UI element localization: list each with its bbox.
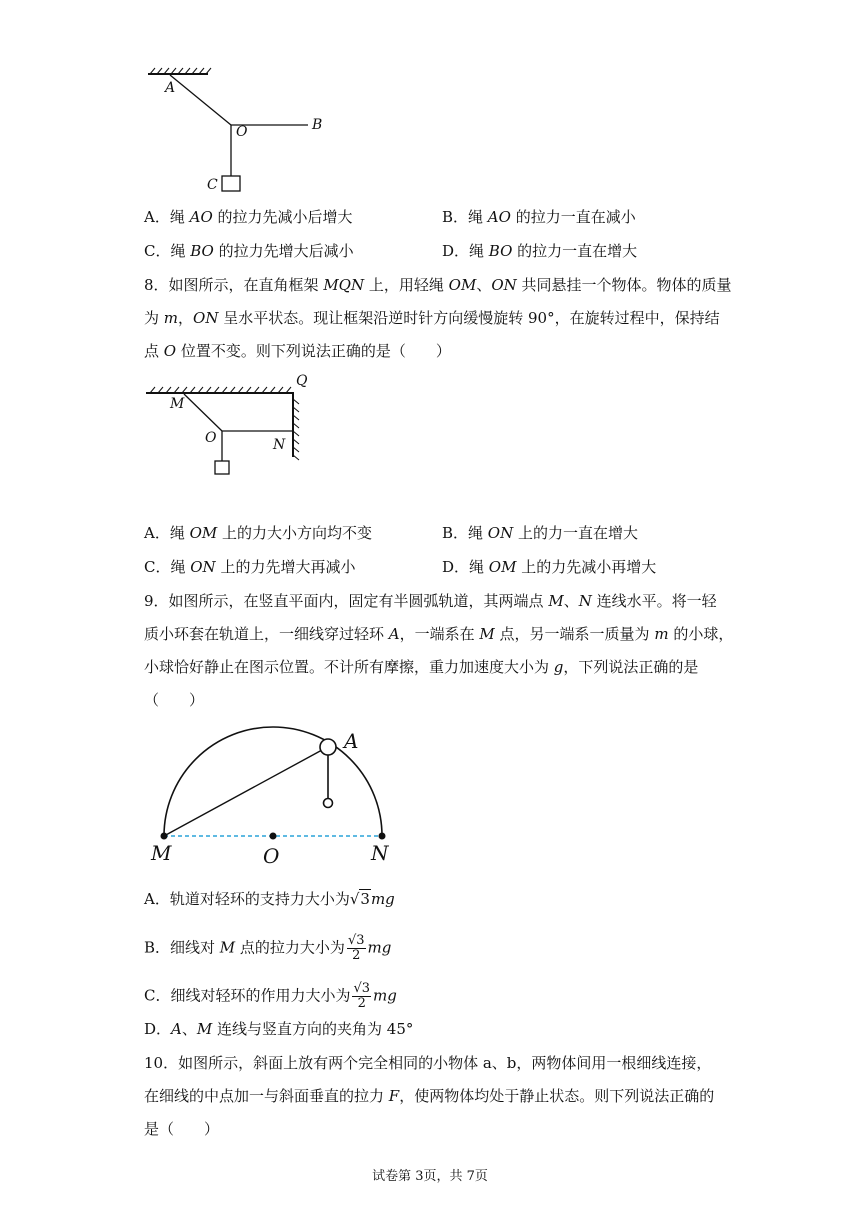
q9-stem-line1: 9．如图所示，在竖直平面内，固定有半圆弧轨道，其两端点 M、N 连线水平。将一轻	[144, 592, 717, 610]
q8-label-q: Q	[296, 373, 308, 389]
q9-point-n	[379, 833, 386, 840]
q10-stem-line1: 10．如图所示，斜面上放有两个完全相同的小物体 a、b，两物体间用一根细线连接，	[144, 1054, 712, 1072]
q9-option-b[interactable]: B．细线对 M 点的拉力大小为 $\frac{√3}{2}$ mg	[144, 933, 392, 963]
q8-label-o: O	[205, 430, 217, 446]
q9-ball	[324, 799, 333, 808]
q9-label-o: O	[263, 844, 280, 868]
q8-option-c[interactable]: C．绳 ON 上的力先增大再减小	[144, 558, 356, 576]
q7-label-c: C	[207, 177, 218, 193]
q9-label-n: N	[371, 841, 389, 865]
q7-label-o: O	[236, 124, 248, 140]
q8-stem-line2: 为 m，ON 呈水平状态。现让框架沿逆时针方向缓慢旋转 90°，在旋转过程中，保持结	[144, 309, 720, 327]
q9-stem-line3: 小球恰好静止在图示位置。不计所有摩擦，重力加速度大小为 g，下列说法正确的是	[144, 658, 699, 676]
q8-option-a[interactable]: A．绳 OM 上的力大小方向均不变	[144, 524, 373, 542]
q8-label-n: N	[273, 437, 286, 453]
page-footer: 试卷第 3页，共 7页	[372, 1169, 488, 1184]
q9-option-c[interactable]: C．细线对轻环的作用力大小为 $\frac{√3}{2}$ mg	[144, 981, 397, 1011]
q9-option-a[interactable]: A．轨道对轻环的支持力大小为√3mg	[144, 890, 395, 908]
q7-label-a: A	[165, 80, 176, 96]
q9-label-m: M	[151, 841, 172, 865]
q9-point-o	[270, 833, 277, 840]
q9-ring-a	[320, 739, 336, 755]
q10-stem-line2: 在细线的中点加一与斜面垂直的拉力 F，使两物体均处于静止状态。则下列说法正确的	[144, 1087, 715, 1105]
q10-stem-line3: 是（ ）	[144, 1120, 220, 1138]
q7-option-b[interactable]: B．绳 AO 的拉力一直在减小	[442, 208, 636, 226]
q9-point-m	[161, 833, 168, 840]
q7-label-b: B	[312, 117, 323, 133]
q9-stem-line2: 质小环套在轨道上，一细线穿过轻环 A，一端系在 M 点，另一端系一质量为 m 的小球，	[144, 625, 734, 643]
q8-option-b[interactable]: B．绳 ON 上的力一直在增大	[442, 524, 639, 542]
q8-label-m: M	[170, 396, 185, 412]
q9-label-a: A	[344, 729, 359, 753]
q8-stem-line3: 点 O 位置不变。则下列说法正确的是（ ）	[144, 342, 451, 360]
q9-diagram	[150, 720, 410, 850]
q7-option-c[interactable]: C．绳 BO 的拉力先增大后减小	[144, 242, 354, 260]
q9-string-ma	[164, 750, 322, 836]
q8-stem-line1: 8．如图所示，在直角框架 MQN 上，用轻绳 OM、ON 共同悬挂一个物体。物体的质量	[144, 276, 732, 294]
q7-option-a[interactable]: A．绳 AO 的拉力先减小后增大	[144, 208, 353, 226]
q9-option-d[interactable]: D．A、M 连线与竖直方向的夹角为 45°	[144, 1020, 414, 1038]
q8-option-d[interactable]: D．绳 OM 上的力先减小再增大	[442, 558, 657, 576]
q7-option-d[interactable]: D．绳 BO 的拉力一直在增大	[442, 242, 638, 260]
q9-answer-blank: （ ）	[144, 691, 205, 709]
